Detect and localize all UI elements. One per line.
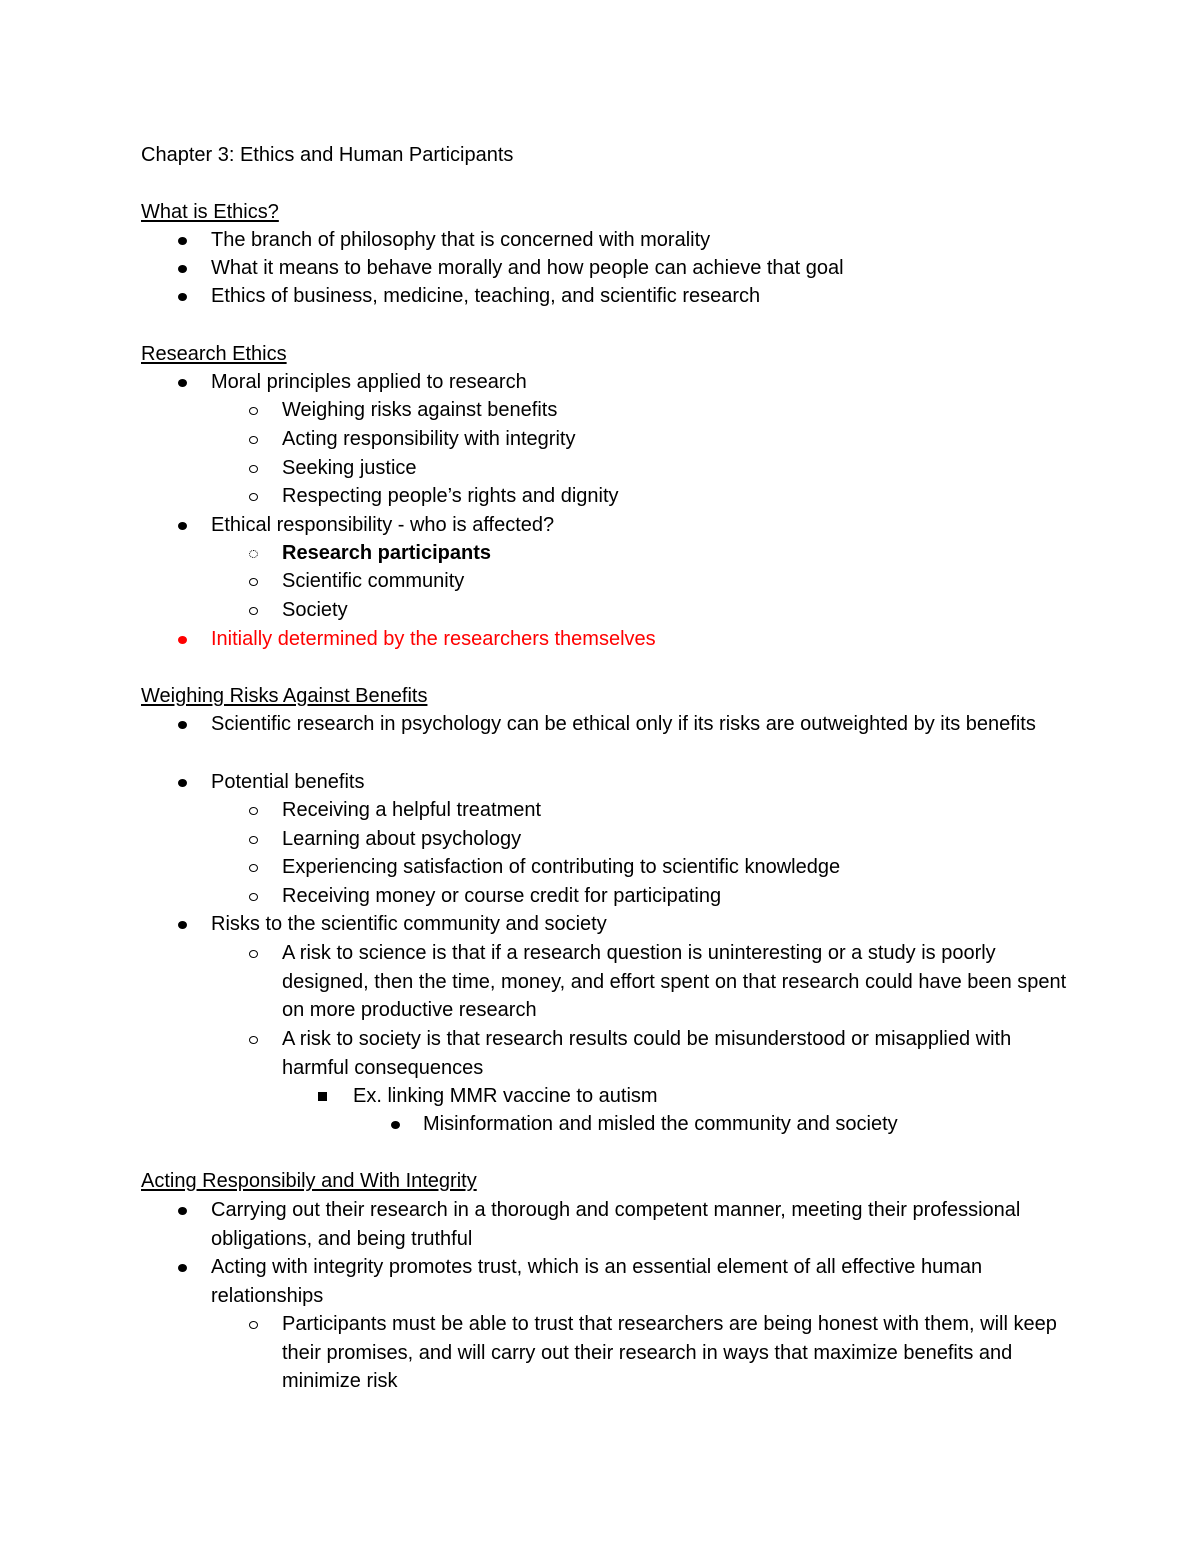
list-item: Weighing risks against benefits (282, 396, 1072, 425)
bullet-disc-icon (178, 921, 187, 929)
list-item: Acting with integrity promotes trust, which is an essential element of all effective human relationships (211, 1253, 1061, 1310)
bullet-disc-icon (178, 1207, 187, 1215)
list-item: Ethical responsibility - who is affected? (211, 511, 1061, 540)
list-item: Receiving a helpful treatment (282, 796, 1072, 825)
list-item: The branch of philosophy that is concerned with morality (211, 226, 1061, 255)
bullet-circle-icon (249, 607, 258, 615)
list-item: Respecting people’s rights and dignity (282, 482, 1072, 511)
list-item: Carrying out their research in a thorough and competent manner, meeting their professional obligations, and being truthful (211, 1196, 1061, 1253)
bullet-disc-icon (178, 721, 187, 729)
list-item: Society (282, 596, 1072, 625)
document-title: Chapter 3: Ethics and Human Participants (141, 144, 514, 166)
list-item: Potential benefits (211, 768, 1061, 797)
list-item: Participants must be able to trust that researchers are being honest with them, will keep their promises, and will carry out their research in ways that maximize benefits and minimize risk (282, 1310, 1072, 1396)
bullet-circle-icon (249, 493, 258, 501)
bullet-circle-icon (249, 836, 258, 844)
list-item: Ethics of business, medicine, teaching, and scientific research (211, 282, 1061, 311)
bullet-circle-icon (249, 465, 258, 473)
bullet-circle-icon (249, 1321, 258, 1329)
bullet-disc-icon (178, 293, 187, 301)
section-heading-weighing-risks: Weighing Risks Against Benefits (141, 685, 428, 707)
list-item: Scientific community (282, 567, 1072, 596)
list-item: Moral principles applied to research (211, 368, 1061, 397)
list-item: A risk to society is that research results could be misunderstood or misapplied with harmful consequences (282, 1025, 1072, 1082)
list-item: Scientific research in psychology can be ethical only if its risks are outweighted by its benefits (211, 710, 1061, 739)
list-item: Misinformation and misled the community and society (423, 1110, 1073, 1139)
list-item: Receiving money or course credit for participating (282, 882, 1072, 911)
list-item-highlighted: Initially determined by the researchers themselves (211, 625, 1061, 654)
bullet-circle-icon (249, 864, 258, 872)
bullet-dotted-circle-icon (249, 550, 258, 558)
bullet-disc-icon (178, 1264, 187, 1272)
bullet-circle-icon (249, 807, 258, 815)
list-item: Experiencing satisfaction of contributing to scientific knowledge (282, 853, 1072, 882)
bullet-disc-icon (178, 379, 187, 387)
bullet-disc-icon (391, 1121, 400, 1129)
list-item: A risk to science is that if a research question is uninteresting or a study is poorly designed, then the time, money, and effort spent on that research could have been spent on more productive research (282, 939, 1072, 1025)
list-item: What it means to behave morally and how people can achieve that goal (211, 254, 1061, 283)
list-item: Seeking justice (282, 454, 1072, 483)
bullet-circle-icon (249, 578, 258, 586)
list-item: Risks to the scientific community and society (211, 910, 1061, 939)
bullet-circle-icon (249, 1036, 258, 1044)
bullet-circle-icon (249, 893, 258, 901)
list-item: Research participants (282, 539, 1072, 568)
list-item: Ex. linking MMR vaccine to autism (353, 1082, 1073, 1111)
section-heading-what-is-ethics: What is Ethics? (141, 201, 279, 223)
bullet-circle-icon (249, 436, 258, 444)
bullet-disc-icon (178, 779, 187, 787)
bullet-disc-icon (178, 636, 187, 644)
bullet-disc-icon (178, 522, 187, 530)
section-heading-acting-responsibly: Acting Responsibily and With Integrity (141, 1170, 477, 1192)
bullet-circle-icon (249, 950, 258, 958)
list-item: Acting responsibility with integrity (282, 425, 1072, 454)
bullet-disc-icon (178, 237, 187, 245)
bullet-disc-icon (178, 265, 187, 273)
bullet-square-icon (318, 1092, 327, 1101)
section-heading-research-ethics: Research Ethics (141, 343, 287, 365)
list-item: Learning about psychology (282, 825, 1072, 854)
bullet-circle-icon (249, 407, 258, 415)
